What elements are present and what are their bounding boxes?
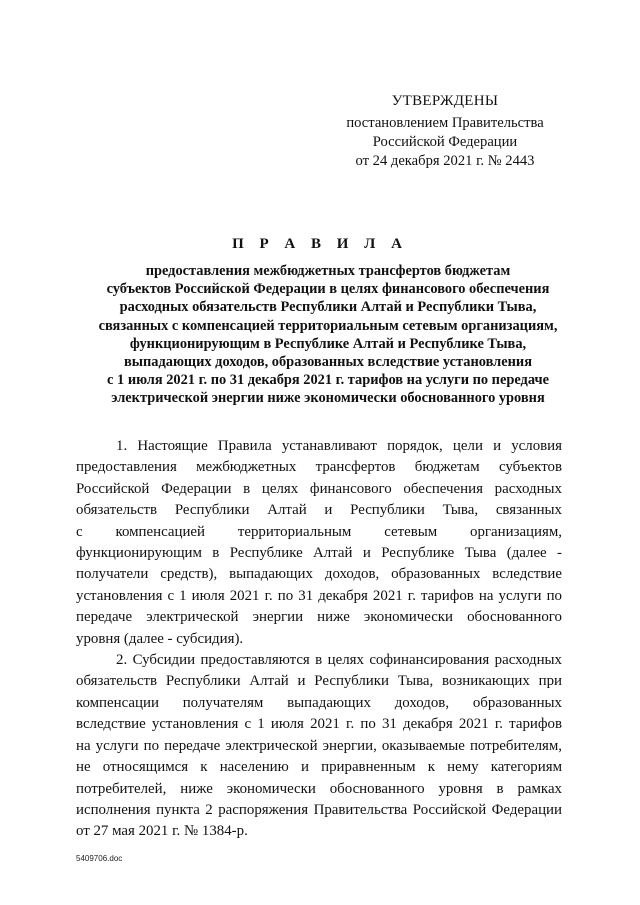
paragraph-line: с компенсацией территориальным сетевым организациям, xyxy=(76,523,562,540)
approval-line: от 24 декабря 2021 г. № 2443 xyxy=(355,153,535,169)
paragraph-line: уровня (далее - субсидия). xyxy=(76,630,244,647)
paragraph-line: предоставления межбюджетных трансфертов бюджетам субъектов xyxy=(76,459,562,476)
paragraph-line: функционирующим в Республике Алтай и Республике Тыва (далее - xyxy=(76,545,562,562)
paragraph-line: не относящимся к населению и приравненным к нему категориям xyxy=(76,759,562,776)
paragraph-line: на услуги по передаче электрической энергии, оказываемые потребителям, xyxy=(76,737,562,754)
paragraph-line: установления с 1 июля 2021 г. по 31 декабря 2021 г. тарифов на услуги по xyxy=(76,587,562,604)
approval-line: постановлением Правительства xyxy=(346,115,544,131)
subtitle-line: выпадающих доходов, образованных вследствие установления xyxy=(123,354,533,371)
paragraph-line: передаче электрической энергии ниже экономически обоснованного xyxy=(76,609,562,626)
paragraph-line: 1. Настоящие Правила устанавливают порядок, цели и условия xyxy=(116,438,562,454)
paragraph-line: Российской Федерации в целях финансового обеспечения расходных xyxy=(76,480,562,497)
document-title: П Р А В И Л А xyxy=(232,236,408,252)
subtitle-line: субъектов Российской Федерации в целях финансового обеспечения xyxy=(106,281,550,298)
file-code: 5409706.doc xyxy=(76,854,123,863)
approval-line: Российской Федерации xyxy=(372,134,518,150)
paragraph-line: обязательств Республики Алтай и Республики Тыва, связанных xyxy=(76,502,562,519)
document-subtitle xyxy=(68,262,588,408)
subtitle-line: электрической энергии ниже экономически обоснованного уровня xyxy=(111,390,545,407)
approval-heading: УТВЕРЖДЕНЫ xyxy=(391,93,499,109)
paragraph-line: вследствие установления с 1 июля 2021 г. по 31 декабря 2021 г. тарифов xyxy=(76,716,562,733)
paragraph-line: получатели средств), выпадающих доходов, образованных вследствие xyxy=(76,566,562,583)
paragraph-line: 2. Субсидии предоставляются в целях софинансирования расходных xyxy=(116,652,562,669)
paragraph-line: от 27 мая 2021 г. № 1384-р. xyxy=(76,823,248,840)
paragraph-line: исполнения пункта 2 распоряжения Правительства Российской Федерации xyxy=(76,801,562,818)
document-body xyxy=(76,436,562,843)
subtitle-line: связанных с компенсацией территориальным сетевым организациям, xyxy=(98,317,558,334)
paragraph-1 xyxy=(76,436,562,650)
approval-stamp xyxy=(330,92,560,171)
subtitle-line: расходных обязательств Республики Алтай и Республики Тыва, xyxy=(119,299,537,316)
subtitle-line: предоставления межбюджетных трансфертов бюджетам xyxy=(145,263,511,279)
paragraph-line: компенсации получателям выпадающих доходов, образованных xyxy=(76,694,562,711)
subtitle-line: с 1 июля 2021 г. по 31 декабря 2021 г. тарифов на услуги по передаче xyxy=(107,372,549,389)
paragraph-line: обязательств Республики Алтай и Республики Тыва, возникающих при xyxy=(76,673,562,690)
subtitle-line: функционирующим в Республике Алтай и Республике Тыва, xyxy=(129,335,527,352)
paragraph-line: потребителей, ниже экономически обоснованного уровня в рамках xyxy=(76,780,562,797)
paragraph-2 xyxy=(76,650,562,843)
